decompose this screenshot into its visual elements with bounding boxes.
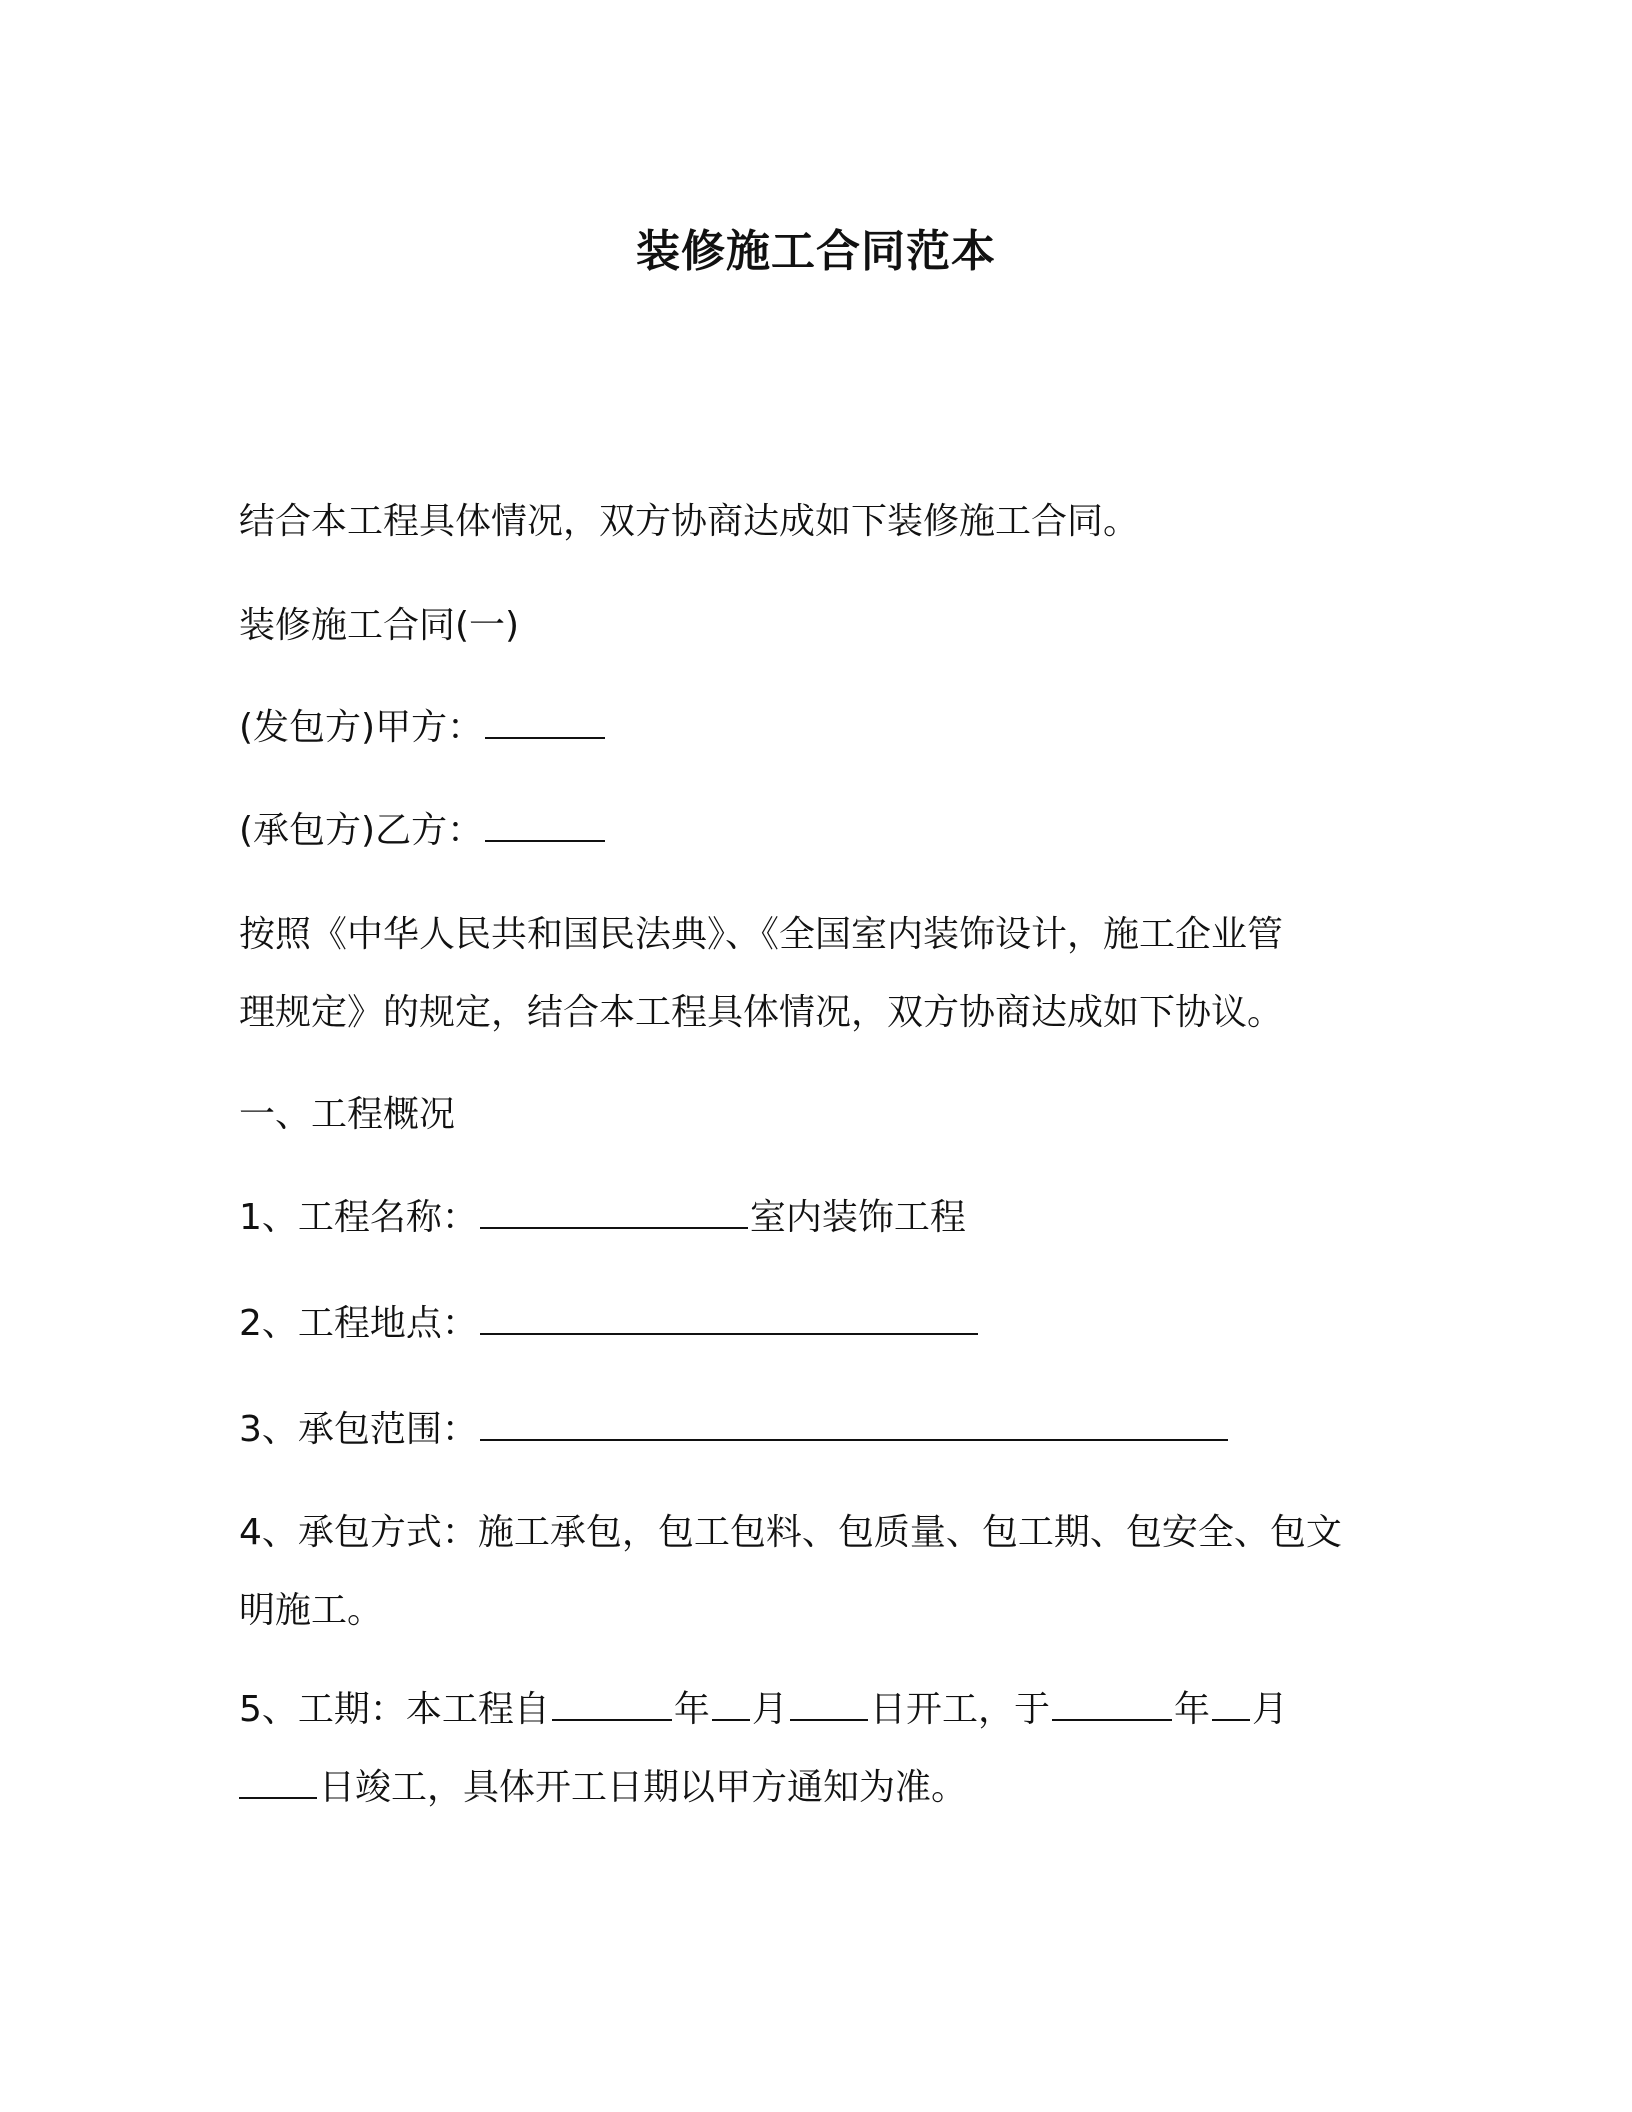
item-3-label: 3、承包范围： (239, 1409, 478, 1450)
item-2-blank (480, 1299, 978, 1335)
item-5-year-text: 年 (673, 1689, 710, 1730)
end-day-blank (239, 1763, 317, 1799)
item-5-line-2 (239, 1763, 967, 1813)
item-1-blank (480, 1193, 748, 1229)
item-5-start-text: 日开工，于 (869, 1689, 1050, 1730)
item-3-line (239, 1405, 1230, 1455)
item-5-month2-text: 月 (1251, 1689, 1288, 1730)
item-5-month-text: 月 (751, 1689, 788, 1730)
chapter-heading: 一、工程概况 (239, 1094, 456, 1135)
start-year-blank (552, 1685, 672, 1721)
document-title: 装修施工合同范本 (636, 226, 996, 277)
item-5-end-text: 日竣工，具体开工日期以甲方通知为准。 (319, 1767, 968, 1808)
party-b-blank (485, 806, 605, 842)
start-day-blank (790, 1685, 868, 1721)
item-1-label: 1、工程名称： (239, 1197, 478, 1238)
item-1-line (239, 1193, 966, 1243)
party-b-line (239, 806, 607, 856)
start-month-blank (712, 1685, 750, 1721)
basis-paragraph-line-1: 按照《中华人民共和国民法典》、《全国室内装饰设计，施工企业管 (239, 914, 1284, 955)
item-2-label: 2、工程地点： (239, 1303, 478, 1344)
item-5-year2-text: 年 (1173, 1689, 1210, 1730)
party-a-blank (485, 703, 605, 739)
end-month-blank (1212, 1685, 1250, 1721)
item-4-line-1: 4、承包方式：施工承包，包工包料、包质量、包工期、包安全、包文 (239, 1512, 1342, 1553)
basis-paragraph-line-2: 理规定》的规定，结合本工程具体情况，双方协商达成如下协议。 (239, 992, 1284, 1033)
party-a-line (239, 703, 607, 753)
item-5-label: 5、工期：本工程自 (239, 1689, 550, 1730)
end-year-blank (1052, 1685, 1172, 1721)
item-1-suffix: 室内装饰工程 (749, 1197, 966, 1238)
item-4-line-2: 明施工。 (239, 1590, 384, 1631)
item-5-line-1 (239, 1685, 1288, 1735)
party-a-label: (发包方)甲方： (239, 707, 484, 748)
party-b-label: (承包方)乙方： (239, 810, 484, 851)
item-2-line (239, 1299, 980, 1349)
intro-paragraph: 结合本工程具体情况，双方协商达成如下装修施工合同。 (239, 501, 1140, 542)
item-3-blank (480, 1405, 1228, 1441)
section-heading: 装修施工合同(一) (239, 605, 520, 646)
